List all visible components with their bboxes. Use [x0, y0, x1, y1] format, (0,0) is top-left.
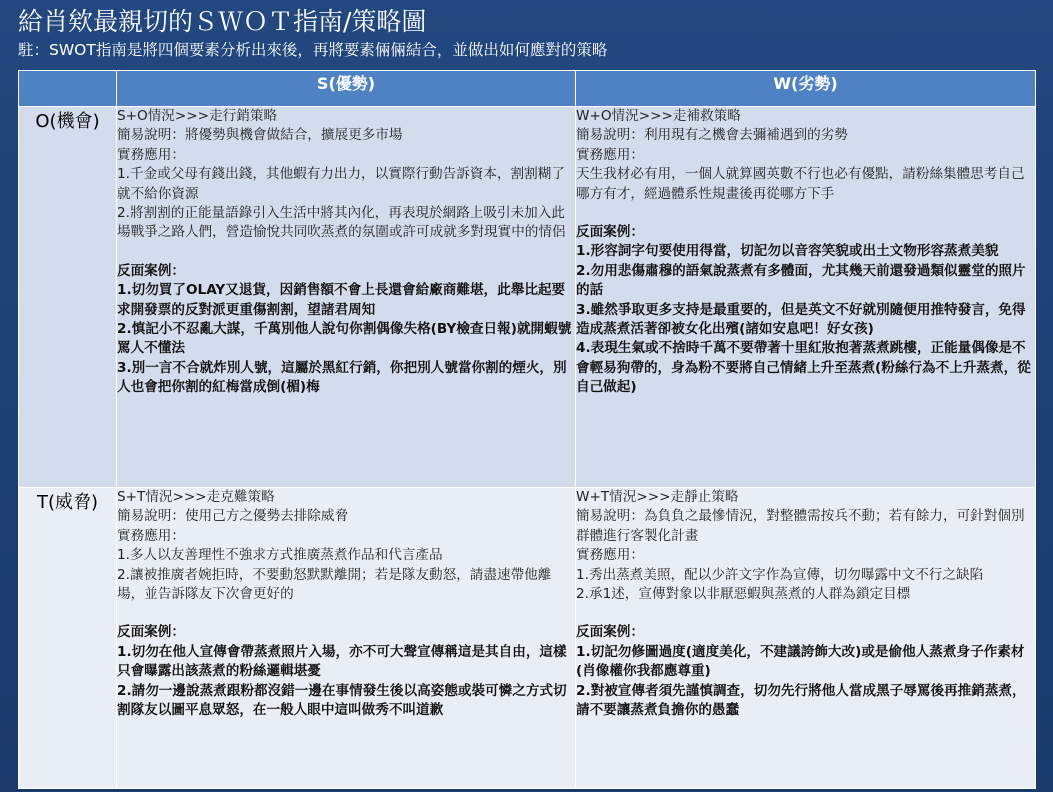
so-counter-item: 1.切勿買了OLAY又退貨，因銷售額不會上長還會給廠商難堪，此舉比起要求開發票的反對派更重傷割割，望諸君周知	[117, 282, 566, 318]
wo-practice-title: 實務應用：	[576, 146, 644, 163]
threats-row	[19, 488, 1036, 789]
so-practice-item: 1.千金或父母有錢出錢，其他蝦有力出力，以實際行動告訴資本，割割糊了就不給你資源	[117, 166, 565, 202]
cell-so	[117, 107, 576, 488]
cell-wt	[576, 488, 1036, 789]
spacer	[117, 604, 575, 623]
header-weaknesses: W(劣勢)	[576, 71, 1036, 107]
so-counter-title: 反面案例：	[117, 262, 185, 279]
wt-practice-title: 實務應用：	[576, 547, 644, 564]
wo-practice-item: 天生我材必有用，一個人就算國英數不行也必有優點，請粉絲集體思考自己哪方有才，經過體系性規畫後再從哪方下手	[576, 166, 1025, 202]
wt-practice-item: 2.承1述，宣傳對象以非厭惡蝦與蒸煮的人群為鎖定目標	[576, 586, 911, 603]
so-counter-item: 3.別一言不合就炸別人號，這屬於黑紅行銷，你把別人號當你割的煙火，別人也會把你割的紅梅當成倒(楣)梅	[117, 359, 567, 396]
spacer	[576, 604, 1035, 623]
wt-description: 簡易說明：為負負之最慘情況，對整體需按兵不動；若有餘力，可針對個別群體進行客製化計畫	[576, 508, 1025, 544]
swot-table	[18, 70, 1036, 789]
so-practice-title: 實務應用：	[117, 146, 185, 163]
so-practice-item: 2.將割割的正能量語錄引入生活中將其內化，再表現於網路上吸引未加入此場戰爭之路人們，營造愉悅共同吹蒸煮的氛圍或許可成就多對現實中的情侶	[117, 205, 566, 241]
so-counter-item: 2.慎記小不忍亂大謀，千萬別他人說句你割偶像失格(BY檢查日報)就開蝦號罵人不懂法	[117, 321, 572, 357]
cell-wo	[576, 107, 1036, 488]
corner-cell	[19, 71, 117, 107]
spacer	[576, 204, 1035, 223]
wo-counter-item: 2.勿用悲傷肅穆的語氣說蒸煮有多體面，尤其幾天前還發過類似靈堂的照片的話	[576, 262, 1026, 299]
st-counter-title: 反面案例：	[117, 624, 185, 641]
st-counter-item: 1.切勿在他人宣傳會帶蒸煮照片入場，亦不可大聲宣傳稱這是其自由，這樣只會曝露出該蒸煮的粉絲邏輯堪憂	[117, 643, 567, 680]
wo-counter-title: 反面案例：	[576, 224, 644, 241]
st-description: 簡易說明：使用己方之優勢去排除威脅	[117, 508, 349, 525]
page-subtitle: 駐：SWOT指南是將四個要素分析出來後，再將要素倆倆結合，並做出如何應對的策略	[18, 41, 608, 59]
opportunities-row	[19, 107, 1036, 488]
wo-counter-item: 4.表現生氣或不捨時千萬不要帶著十里紅妝抱著蒸煮跳樓，正能量偶像是不會輕易狗帶的，身為粉不要將自己情緒上升至蒸煮(粉絲行為不上升蒸煮，從自己做起)	[576, 340, 1031, 396]
page-title: 給肖欸最親切的ＳＷＯＴ指南/策略圖	[18, 7, 427, 36]
st-practice-item: 1.多人以友善理性不強求方式推廣蒸煮作品和代言產品	[117, 547, 443, 564]
so-description: 簡易說明：將優勢與機會做結合，擴展更多市場	[117, 127, 403, 144]
spacer	[117, 243, 575, 262]
wt-counter-title: 反面案例：	[576, 624, 644, 641]
wo-counter-item: 3.雖然爭取更多支持是最重要的，但是英文不好就別隨便用推特發言，免得造成蒸煮活著卻被女化出殯(諸如安息吧！好女孩)	[576, 301, 1026, 338]
wo-heading: W+O情況>>>走補救策略	[576, 108, 741, 124]
row-label-threats: T(威脅)	[19, 488, 117, 789]
wt-heading: W+T情況>>>走靜止策略	[576, 489, 739, 505]
st-practice-item: 2.讓被推廣者婉拒時，不要動怒默默離開；若是隊友動怒，請盡速帶他離場，並告訴隊友下次會更好的	[117, 566, 552, 603]
so-heading: S+O情況>>>走行銷策略	[117, 108, 278, 124]
header-row	[19, 71, 1036, 107]
wo-description: 簡易說明：利用現有之機會去彌補遇到的劣勢	[576, 127, 848, 144]
row-label-opportunities: O(機會)	[19, 107, 117, 488]
wt-counter-item: 1.切記勿修圖過度(適度美化，不建議誇飾大改)或是偷他人蒸煮身子作素材(肖像權你我都應尊重)	[576, 643, 1025, 680]
st-counter-item: 2.請勿一邊說蒸煮跟粉都沒錯一邊在事情發生後以高姿態或裝可憐之方式切割隊友以圖平息眾怒，在一般人眼中這叫做秀不叫道歉	[117, 682, 567, 719]
st-practice-title: 實務應用：	[117, 527, 185, 544]
cell-st	[117, 488, 576, 789]
wt-practice-item: 1.秀出蒸煮美照，配以少許文字作為宣傳，切勿曝露中文不行之缺陷	[576, 566, 984, 583]
wo-counter-item: 1.形容詞字句要使用得當，切記勿以音容笑貌或出土文物形容蒸煮美貌	[576, 243, 999, 260]
wt-counter-item: 2.對被宣傳者須先謹慎調查，切勿先行將他人當成黑子辱罵後再推銷蒸煮，請不要讓蒸煮負擔你的愚蠢	[576, 682, 1026, 719]
header-strengths: S(優勢)	[117, 71, 576, 107]
st-heading: S+T情況>>>走克難策略	[117, 489, 275, 505]
